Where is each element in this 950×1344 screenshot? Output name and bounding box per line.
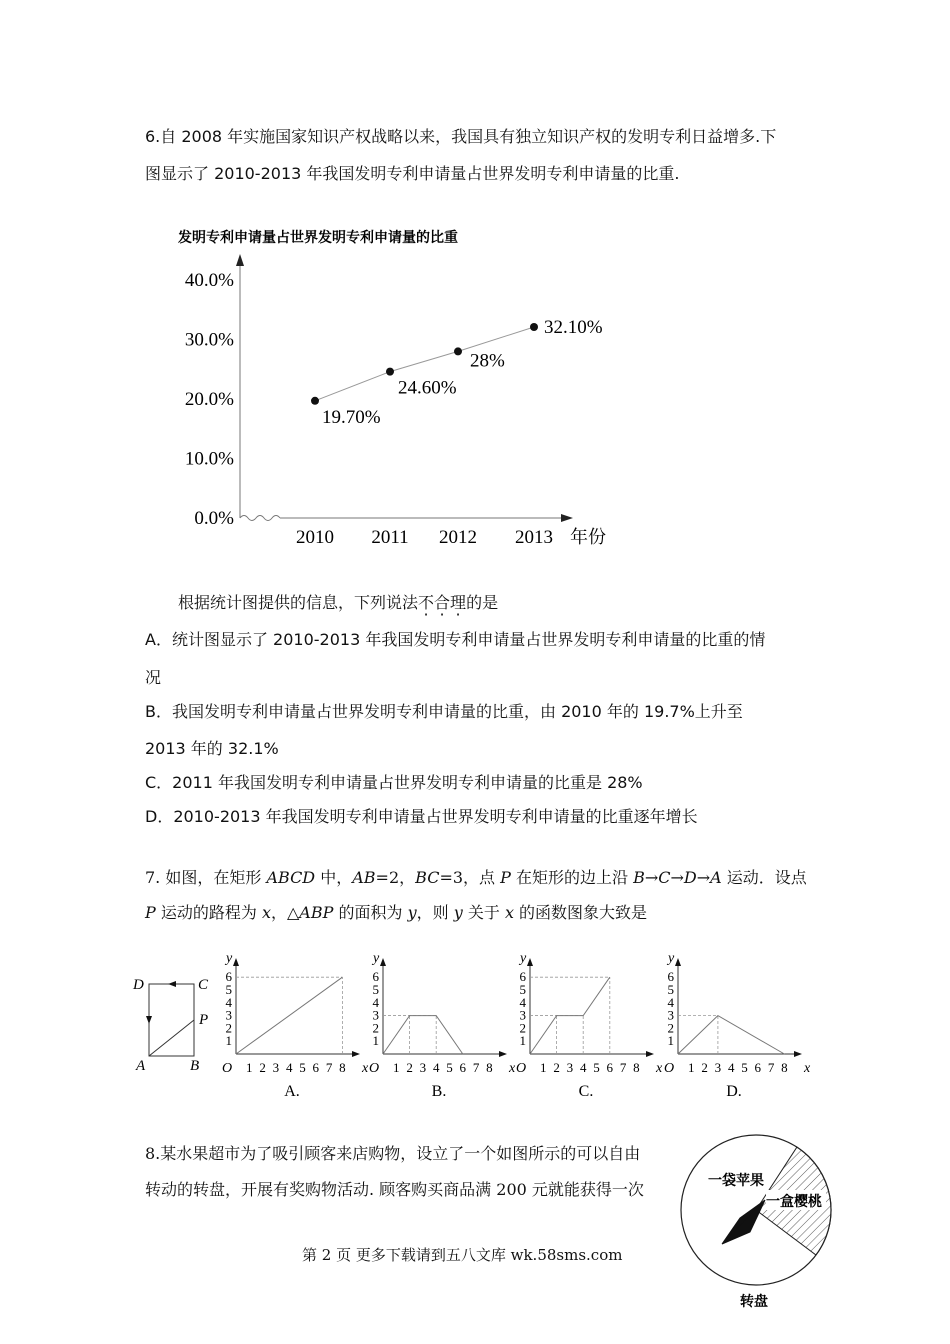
- q7-text-part: ABCD: [266, 868, 316, 887]
- q7-text-part: 运动的路程为: [155, 903, 262, 922]
- graph-x-arrow: [499, 1051, 507, 1057]
- graph-x-tick: 8: [781, 1060, 788, 1075]
- arrow-da: [146, 1016, 152, 1024]
- y-tick-label: 10.0%: [184, 448, 234, 470]
- graph-x-tick: 7: [472, 1060, 480, 1075]
- graph-x-tick: 5: [299, 1060, 306, 1075]
- function-graph: [369, 951, 516, 1100]
- graph-y-tick: 5: [667, 982, 674, 997]
- graph-y-tick: 4: [225, 994, 232, 1010]
- graph-y-label: y: [373, 951, 380, 966]
- graph-x-tick: 1: [393, 1060, 400, 1075]
- graph-x-tick: 7: [767, 1060, 775, 1075]
- q7-text-part: 在矩形的边上沿: [510, 868, 634, 887]
- q7-text-part: ABP: [299, 903, 334, 922]
- graph-x-tick: 7: [619, 1060, 627, 1075]
- graph-x-tick: 1: [688, 1060, 695, 1075]
- q6-option-d: D．2010-2013 年我国发明专利申请量占世界发明专利申请量的比重逐年增长: [145, 807, 698, 826]
- segment-ap: [149, 1020, 194, 1056]
- q7-text-part: x: [504, 903, 514, 922]
- q7-text-part: ，则: [416, 903, 454, 922]
- graph-x-label: x: [804, 1061, 811, 1076]
- graph-x-tick: 1: [540, 1060, 547, 1075]
- x-tick-label: 2010: [296, 527, 334, 548]
- data-label: 32.10%: [544, 317, 603, 339]
- q6-option-a-line1: A．统计图显示了 2010-2013 年我国发明专利申请量占世界发明专利申请量的比重的情: [145, 630, 766, 649]
- axis-break: [240, 516, 280, 521]
- x-axis-label: 年份: [570, 527, 606, 548]
- data-point: [530, 323, 538, 331]
- y-axis-arrow: [236, 254, 244, 266]
- q7-text-part: x: [261, 903, 271, 922]
- chart-title: 发明专利申请量占世界发明专利申请量的比重: [178, 230, 458, 246]
- graph-y-arrow: [380, 958, 386, 966]
- function-graph: [222, 951, 369, 1100]
- graph-y-tick: 2: [372, 1020, 379, 1036]
- graph-y-arrow: [233, 958, 239, 966]
- graph-y-tick: 6: [372, 969, 379, 985]
- graph-x-tick: 6: [312, 1060, 320, 1075]
- q7-text-part: D: [683, 868, 697, 887]
- graph-y-tick: 1: [667, 1033, 674, 1049]
- graph-y-tick: 5: [225, 982, 232, 997]
- graph-y-tick: 2: [519, 1020, 526, 1036]
- graph-y-tick: 2: [667, 1020, 674, 1036]
- y-tick-label: 20.0%: [184, 389, 234, 410]
- q8-line2: 转动的转盘，开展有奖购物活动. 顾客购买商品满 200 元就能获得一次: [145, 1180, 644, 1199]
- graph-curve: [678, 1016, 784, 1054]
- graph-x-tick: 2: [553, 1060, 560, 1075]
- q7-line1: [145, 868, 807, 888]
- graph-y-label: y: [226, 951, 233, 966]
- q7-text-part: 关于: [462, 903, 505, 922]
- graph-x-tick: 4: [432, 1060, 440, 1075]
- graph-x-tick: 6: [606, 1060, 614, 1075]
- graph-x-tick: 8: [486, 1060, 493, 1075]
- option-label: D.: [726, 1083, 742, 1100]
- rectangle-figure: [132, 977, 209, 1074]
- y-tick-label: 40.0%: [184, 270, 234, 291]
- q7-text-part: BC: [415, 868, 440, 887]
- graph-x-tick: 5: [593, 1060, 600, 1075]
- emphasis-text: [418, 593, 466, 612]
- graph-x-tick: 8: [339, 1060, 346, 1075]
- graph-x-tick: 3: [714, 1060, 722, 1075]
- x-axis-arrow: [561, 514, 573, 522]
- option-label: B.: [431, 1083, 447, 1100]
- x-tick-label: 2011: [371, 527, 409, 548]
- data-point: [386, 368, 394, 376]
- emphasis-char: 不: [418, 593, 435, 612]
- graph-x-arrow: [646, 1051, 654, 1057]
- graph-y-tick: 2: [225, 1020, 232, 1036]
- graph-origin-label: O: [664, 1061, 675, 1076]
- graph-y-tick: 3: [519, 1007, 526, 1023]
- q7-text-part: ，△: [270, 903, 300, 922]
- graph-x-tick: 2: [406, 1060, 413, 1075]
- graph-x-tick: 5: [446, 1060, 453, 1075]
- function-graph: [516, 951, 663, 1100]
- graph-y-tick: 5: [372, 982, 379, 997]
- apple-label: 一袋苹果: [708, 1173, 764, 1189]
- graph-y-tick: 4: [519, 994, 526, 1010]
- data-point: [454, 347, 462, 355]
- y-tick-label: 30.0%: [184, 329, 234, 351]
- graph-origin-label: O: [516, 1061, 527, 1076]
- graph-curve: [383, 1016, 463, 1054]
- emphasis-char: 合: [434, 593, 451, 612]
- q7-text-part: y: [453, 903, 463, 922]
- graph-x-tick: 2: [701, 1060, 708, 1075]
- vertex-label: C: [198, 977, 209, 993]
- graph-y-arrow: [527, 958, 533, 966]
- emphasis-char: 理: [450, 593, 467, 612]
- graph-x-tick: 3: [419, 1060, 427, 1075]
- q6-option-b-line1: B．我国发明专利申请量占世界发明专利申请量的比重，由 2010 年的 19.7%上升至: [145, 702, 743, 721]
- graph-y-tick: 5: [519, 982, 526, 997]
- q7-text-part: →: [670, 868, 684, 887]
- q7-text-part: P: [500, 868, 511, 887]
- graph-x-arrow: [352, 1051, 360, 1057]
- function-graph: [664, 951, 811, 1100]
- q6-option-b-line2: 2013 年的 32.1%: [145, 739, 279, 758]
- graph-x-tick: 4: [285, 1060, 293, 1075]
- graph-y-tick: 4: [372, 994, 379, 1010]
- data-point: [311, 397, 319, 405]
- q7-text-part: →: [696, 868, 711, 887]
- q7-line2: [145, 903, 647, 923]
- q7-text-part: y: [407, 903, 417, 922]
- graph-origin-label: O: [369, 1061, 380, 1076]
- graph-curve: [236, 977, 342, 1054]
- graph-y-tick: 6: [225, 969, 232, 985]
- q7-text-part: A: [710, 868, 722, 887]
- arrow-cd: [168, 981, 176, 987]
- graph-x-label: x: [656, 1061, 663, 1076]
- q7-text-part: →: [644, 868, 659, 887]
- graph-x-tick: 1: [246, 1060, 253, 1075]
- graph-x-tick: 6: [754, 1060, 762, 1075]
- graph-y-tick: 1: [225, 1033, 232, 1049]
- graph-y-tick: 4: [667, 994, 674, 1010]
- graph-x-tick: 3: [566, 1060, 574, 1075]
- graph-x-label: x: [509, 1061, 516, 1076]
- cherry-label: 一盒樱桃: [766, 1194, 822, 1210]
- graph-x-tick: 3: [272, 1060, 280, 1075]
- option-label: C.: [578, 1083, 594, 1100]
- graph-y-label: y: [668, 951, 675, 966]
- q6-option-a-line2: 况: [145, 668, 162, 687]
- graph-y-tick: 1: [372, 1033, 379, 1049]
- q7-text-part: 运动．设点: [721, 868, 807, 887]
- graph-x-tick: 2: [259, 1060, 266, 1075]
- q6-line1: 6.自 2008 年实施国家知识产权战略以来，我国具有独立知识产权的发明专利日益增多.下: [145, 127, 777, 146]
- q6-option-c: C．2011 年我国发明专利申请量占世界发明专利申请量的比重是 28%: [145, 773, 643, 792]
- graph-x-arrow: [794, 1051, 802, 1057]
- q7-text-part: 的函数图象大致是: [513, 903, 648, 922]
- q7-text-part: 7. 如图，在矩形: [145, 868, 267, 887]
- graph-y-arrow: [675, 958, 681, 966]
- graph-y-tick: 3: [667, 1007, 674, 1023]
- graph-x-tick: 4: [579, 1060, 587, 1075]
- option-label: A.: [284, 1083, 300, 1100]
- graph-y-label: y: [520, 951, 527, 966]
- vertex-label: A: [136, 1058, 146, 1074]
- graph-x-tick: 6: [459, 1060, 467, 1075]
- q7-text-part: =2，: [375, 868, 416, 887]
- page-footer: 第 2 页 更多下载请到五八文库 wk.58sms.com: [302, 1246, 623, 1264]
- data-label: 24.60%: [398, 377, 457, 399]
- data-label: 19.70%: [322, 406, 381, 428]
- graph-x-tick: 8: [633, 1060, 640, 1075]
- q6-line2: 图显示了 2010-2013 年我国发明专利申请量占世界发明专利申请量的比重.: [145, 164, 680, 183]
- x-tick-label: 2012: [439, 527, 477, 548]
- q7-text-part: =3，点: [439, 868, 501, 887]
- q8-line1: 8.某水果超市为了吸引顾客来店购物，设立了一个如图所示的可以自由: [145, 1144, 641, 1163]
- graph-x-tick: 5: [741, 1060, 748, 1075]
- vertex-label: D: [133, 977, 144, 993]
- spinner-caption: 转盘: [740, 1294, 768, 1310]
- rectangle: [149, 984, 194, 1056]
- graph-y-tick: 6: [667, 969, 674, 985]
- graph-y-tick: 1: [519, 1033, 526, 1049]
- q6-question: 根据统计图提供的信息，下列说法不合理的是: [178, 593, 499, 612]
- q7-text-part: P: [145, 903, 156, 922]
- q7-text-part: B: [633, 868, 645, 887]
- data-label: 28%: [470, 350, 505, 372]
- graph-x-tick: 4: [727, 1060, 735, 1075]
- graph-x-label: x: [362, 1061, 369, 1076]
- graph-y-tick: 3: [372, 1007, 379, 1023]
- spinner-figure: [670, 1120, 840, 1310]
- y-tick-label: 0.0%: [194, 508, 234, 529]
- x-tick-label: 2013: [515, 527, 553, 548]
- vertex-label: P: [199, 1012, 209, 1028]
- graph-y-tick: 3: [225, 1007, 232, 1023]
- q7-figures: [0, 950, 950, 1105]
- vertex-label: B: [190, 1058, 200, 1074]
- line-chart: [0, 220, 950, 560]
- q7-text-part: AB: [352, 868, 376, 887]
- q7-text-part: C: [658, 868, 671, 887]
- q7-text-part: 中，: [315, 868, 353, 887]
- q7-text-part: 的面积为: [333, 903, 408, 922]
- graph-y-tick: 6: [519, 969, 526, 985]
- graph-x-tick: 7: [325, 1060, 333, 1075]
- graph-origin-label: O: [222, 1061, 233, 1076]
